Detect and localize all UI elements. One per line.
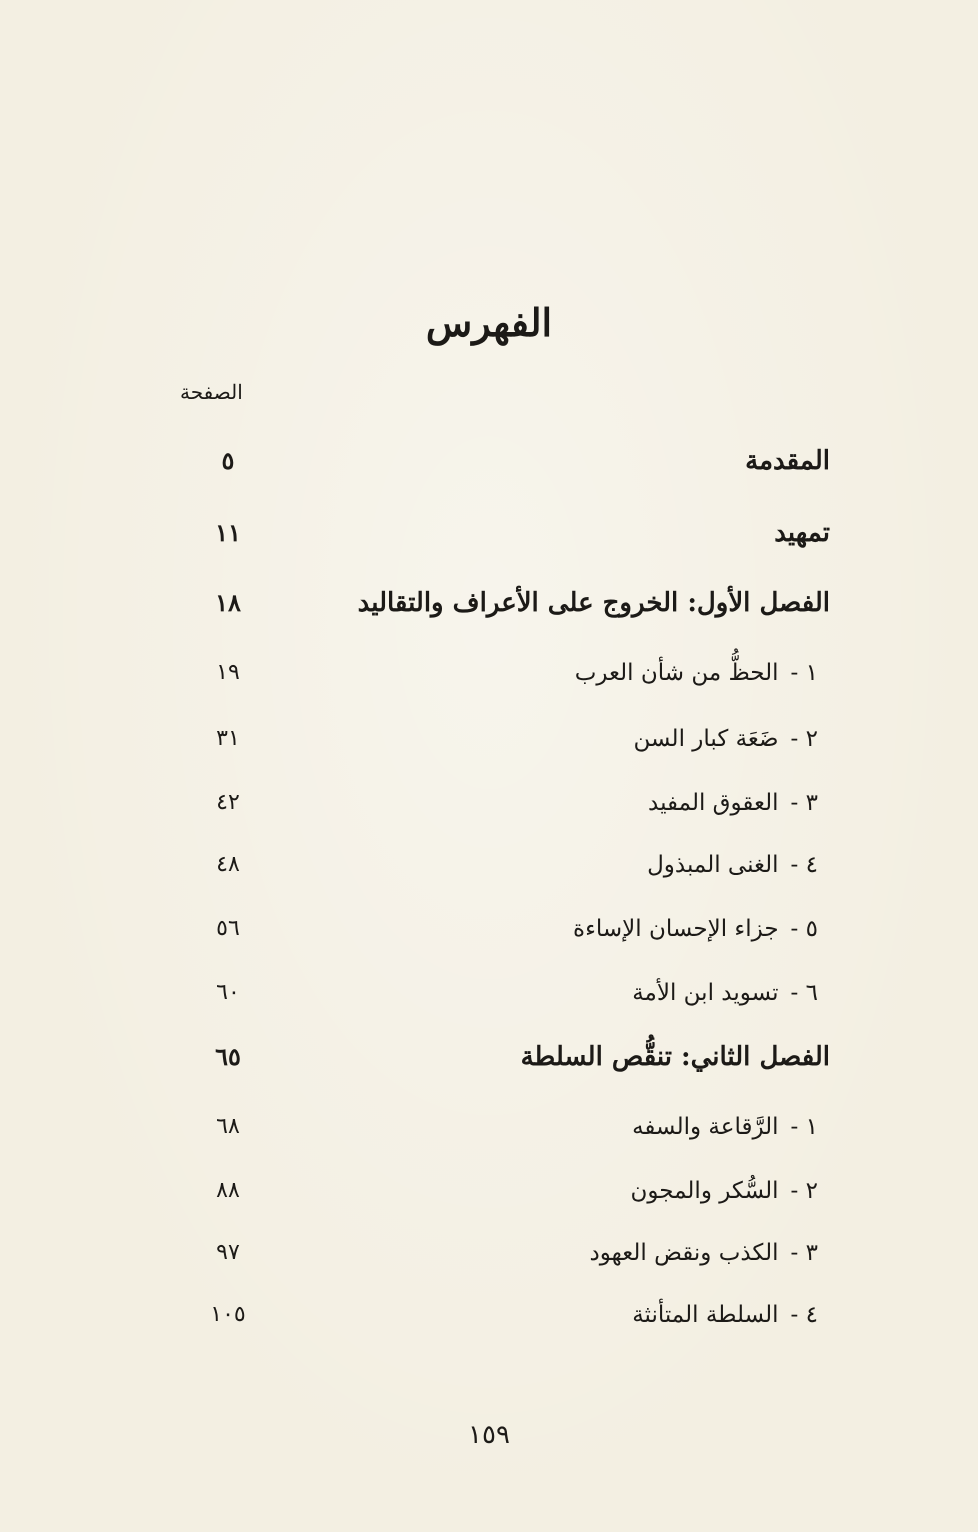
toc-entry-number: ١ - — [790, 1114, 818, 1140]
toc-entry-page: ٨٨ — [216, 1178, 240, 1203]
toc-entry — [0, 1114, 978, 1154]
toc-entry-page: ١٩ — [216, 660, 240, 685]
toc-entry — [0, 1302, 978, 1342]
toc-entry-number: ٤ - — [790, 1302, 818, 1328]
toc-entry-label-wrap — [648, 790, 818, 816]
toc-entry-label-wrap — [634, 726, 818, 752]
toc-entry-number: ٣ - — [790, 1240, 818, 1266]
toc-entry-label: جزاء الإحسان الإساءة — [573, 916, 779, 942]
toc-entry-label-wrap — [647, 852, 818, 878]
toc-entry-page: ١٠٥ — [210, 1302, 246, 1327]
toc-entry — [0, 852, 978, 892]
toc-entry-label-wrap — [632, 980, 818, 1006]
toc-entry-label: ضَعَة كبار السن — [633, 726, 779, 752]
page-column-header: الصفحة — [180, 380, 243, 404]
toc-entry — [0, 980, 978, 1020]
toc-entry-page: ٥٦ — [216, 916, 240, 941]
toc-entry — [0, 1042, 978, 1082]
toc-entry-number: ٢ - — [790, 1178, 818, 1204]
toc-entry-page: ٤٢ — [216, 790, 240, 815]
toc-entry-label: الغنى المبذول — [647, 852, 779, 878]
toc-entry-page: ٦٠ — [216, 980, 240, 1005]
toc-entry — [0, 446, 978, 486]
toc-entry — [0, 790, 978, 830]
toc-entry-label: الرَّقاعة والسفه — [632, 1114, 779, 1140]
toc-entry-label: الكذب ونقض العهود — [589, 1240, 779, 1266]
toc-entry — [0, 588, 978, 628]
toc-entry-page: ١١ — [215, 518, 241, 547]
toc-entry-label: الحظُّ من شأن العرب — [574, 660, 779, 686]
toc-entry — [0, 726, 978, 766]
toc-entry — [0, 916, 978, 956]
toc-entry — [0, 660, 978, 700]
toc-entry-page: ٦٥ — [215, 1042, 241, 1071]
toc-entry-label-wrap — [632, 1302, 818, 1328]
toc-entry-number: ٣ - — [790, 790, 818, 816]
toc-entry-page: ٣١ — [216, 726, 240, 751]
toc-entry-page: ٤٨ — [216, 852, 240, 877]
toc-entry — [0, 1240, 978, 1280]
page-title: الفهرس — [425, 300, 553, 345]
toc-entry-number: ٦ - — [790, 980, 818, 1006]
toc-entry-label-wrap — [573, 916, 818, 942]
toc-entry-label-wrap — [590, 1240, 818, 1266]
toc-entry-label: السُّكر والمجون — [630, 1178, 779, 1204]
toc-entry-number: ٤ - — [790, 852, 818, 878]
toc-entry-label: تمهيد — [774, 518, 830, 548]
toc-entry-number: ٥ - — [790, 916, 818, 942]
toc-entry-number: ٢ - — [790, 726, 818, 752]
toc-entry — [0, 1178, 978, 1218]
toc-entry-page: ١٨ — [215, 588, 241, 617]
toc-entry-label: العقوق المفيد — [648, 790, 779, 816]
toc-entry-page: ٩٧ — [216, 1240, 240, 1265]
toc-entry-page: ٦٨ — [216, 1114, 240, 1139]
toc-entry-label: تسويد ابن الأمة — [632, 980, 779, 1006]
toc-entry-label: السلطة المتأنثة — [632, 1302, 779, 1328]
toc-entry — [0, 518, 978, 558]
toc-entry-label: المقدمة — [745, 446, 830, 476]
toc-entry-label: الفصل الثاني: تنقُّص السلطة — [520, 1042, 830, 1072]
toc-entry-number: ١ - — [790, 660, 818, 686]
page-number-folio: ١٥٩ — [468, 1420, 510, 1450]
toc-entry-label-wrap — [632, 1114, 818, 1140]
toc-entry-label-wrap — [631, 1178, 819, 1204]
toc-entry-page: ٥ — [221, 446, 235, 475]
toc-entry-label-wrap — [575, 660, 818, 686]
toc-entry-label: الفصل الأول: الخروج على الأعراف والتقاليد — [357, 588, 830, 618]
